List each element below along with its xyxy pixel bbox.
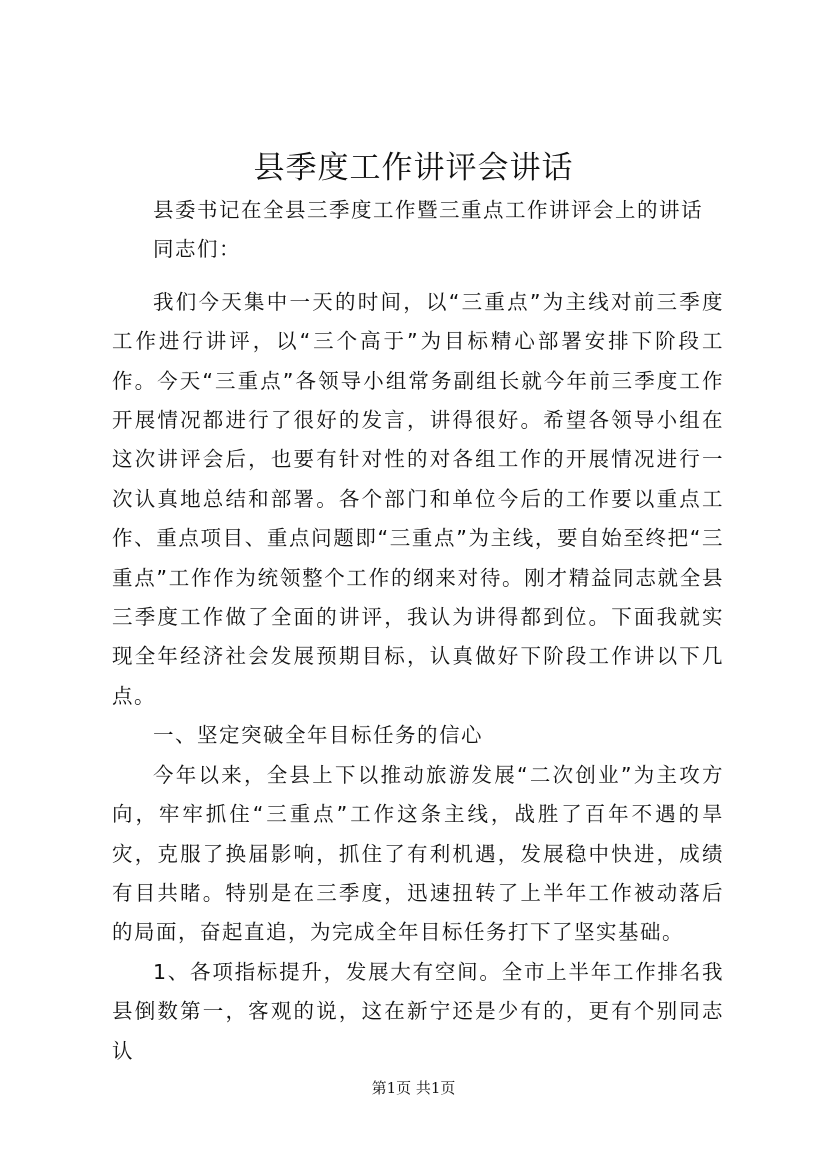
section-heading: 一、坚定突破全年目标任务的信心: [153, 723, 483, 748]
document-body: [112, 191, 724, 1071]
document-title: 县季度工作讲评会讲话: [253, 150, 574, 186]
subtitle-paragraph: 县委书记在全县三季度工作暨三重点工作讲评会上的讲话: [153, 198, 703, 222]
salutation-paragraph: 同志们：: [153, 237, 241, 262]
body-paragraph: 我们今天集中一天的时间，以“三重点”为主线对前三季度工作进行讲评，以“三个高于”为目标精心部署安排下阶段工作。今天“三重点”各领导小组常务副组长就今年前三季度工作开展情况都进行了很好的发言，讲得很好。希望各领导小组在这次讲评会后，也要有针对性的对各组工作的开展情况进行一次认真地总结和部署。各个部门和单位今后的工作要以重点工作、重点项目、重点问题即“三重点”为主线，要自始至终把“三重点”工作作为统领整个工作的纲来对待。刚才精益同志就全县三季度工作做了全面的讲评，我认为讲得都到位。下面我就实现全年经济社会发展预期目标，认真做好下阶段工作讲以下几点。: [112, 289, 724, 708]
body-paragraph: 今年以来，全县上下以推动旅游发展“二次创业”为主攻方向，牢牢抓住“三重点”工作这条主线，战胜了百年不遇的旱灾，克服了换届影响，抓住了有利机遇，发展稳中快进，成绩有目共睹。特别是在三季度，迅速扭转了上半年工作被动落后的局面，奋起直追，为完成全年目标任务打下了坚实基础。: [112, 762, 724, 945]
body-paragraph: 1、各项指标提升，发展大有空间。全市上半年工作排名我县倒数第一，客观的说，这在新宁还是少有的，更有个别同志认: [112, 959, 724, 1063]
page-footer: 第1页 共1页: [371, 1079, 456, 1097]
